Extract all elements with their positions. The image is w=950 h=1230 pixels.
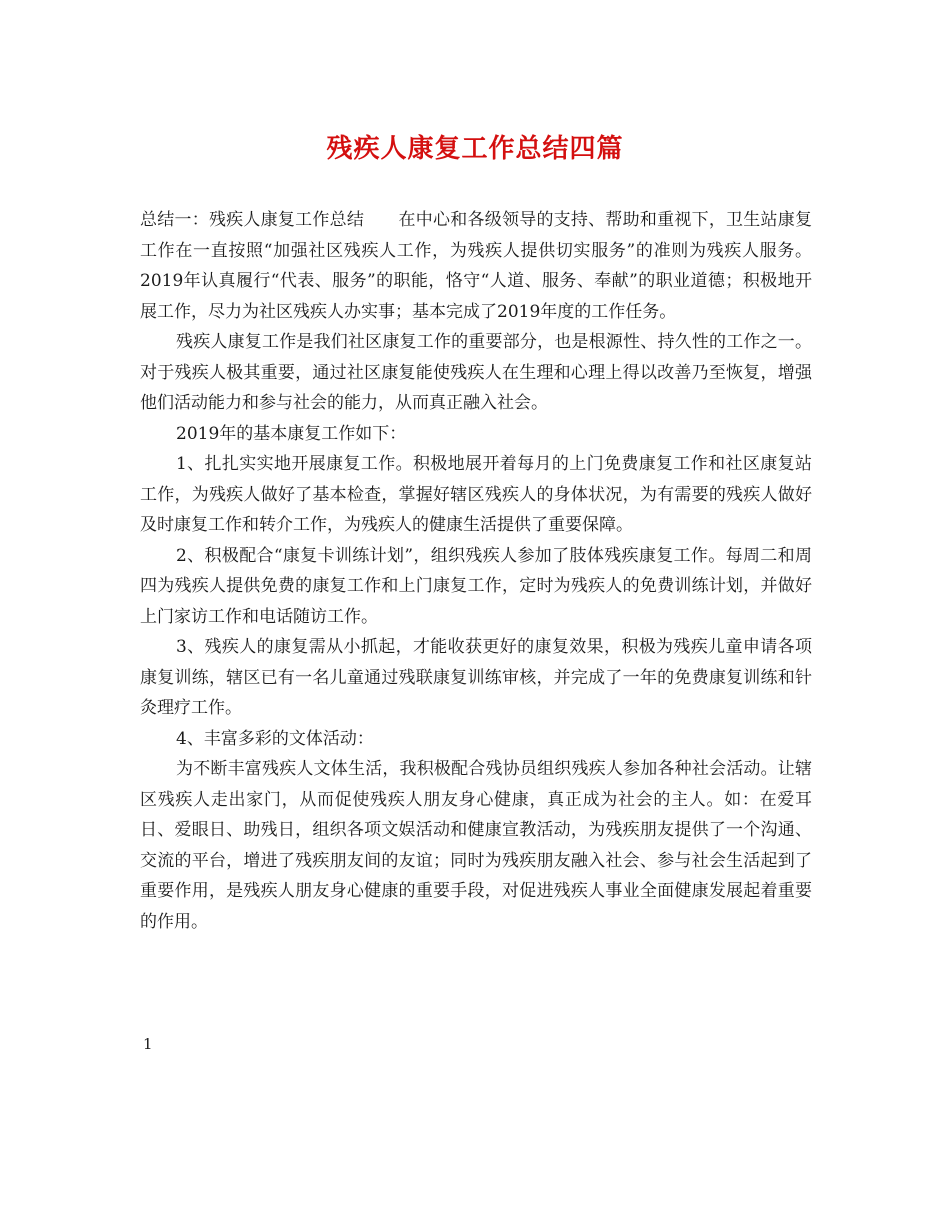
paragraph-importance: 残疾人康复工作是我们社区康复工作的重要部分，也是根源性、持久性的工作之一。对于残疾人极其重要，通过社区康复能使残疾人在生理和心理上得以改善乃至恢复，增强他们活动能力和参与社会的能力，从而真正融入社会。 [140, 332, 812, 413]
paragraph-item-3: 3、残疾人的康复需从小抓起，才能收获更好的康复效果，积极为残疾儿童申请各项康复训练，辖区已有一名儿童通过残联康复训练审核，并完成了一年的免费康复训练和针灸理疗工作。 [140, 637, 812, 718]
document-body [140, 205, 812, 937]
document-title: 残疾人康复工作总结四篇 [326, 134, 624, 164]
page-number: 1 [143, 1035, 153, 1053]
paragraph-summary-intro: 总结一：残疾人康复工作总结 在中心和各级领导的支持、帮助和重视下，卫生站康复工作在一直按照“加强社区残疾人工作，为残疾人提供切实服务”的准则为残疾人服务。2019年认真履行“代表、服务”的职能，恪守“人道、服务、奉献”的职业道德；积极地开展工作，尽力为社区残疾人办实事；基本完成了2019年度的工作任务。 [140, 210, 812, 322]
paragraph-item-2: 2、积极配合“康复卡训练计划”，组织残疾人参加了肢体残疾康复工作。每周二和周四为残疾人提供免费的康复工作和上门康复工作，定时为残疾人的免费训练计划，并做好上门家访工作和电话随访工作。 [140, 545, 812, 627]
paragraph-activities: 为不断丰富残疾人文体生活，我积极配合残协员组织残疾人参加各种社会活动。让辖区残疾人走出家门，从而促使残疾人朋友身心健康，真正成为社会的主人。如：在爱耳日、爱眼日、助残日，组织各项文娱活动和健康宣教活动，为残疾朋友提供了一个沟通、交流的平台，增进了残疾朋友间的友谊；同时为残疾朋友融入社会、参与社会生活起到了重要作用，是残疾人朋友身心健康的重要手段，对促进残疾人事业全面健康发展起着重要的作用。 [140, 759, 812, 932]
paragraph-work-heading: 2019年的基本康复工作如下： [176, 423, 407, 444]
paragraph-item-1: 1、扎扎实实地开展康复工作。积极地展开着每月的上门免费康复工作和社区康复站工作，为残疾人做好了基本检查，掌握好辖区残疾人的身体状况，为有需要的残疾人做好及时康复工作和转介工作，为残疾人的健康生活提供了重要保障。 [140, 454, 812, 535]
paragraph-item-4-heading: 4、丰富多彩的文体活动： [176, 728, 374, 749]
